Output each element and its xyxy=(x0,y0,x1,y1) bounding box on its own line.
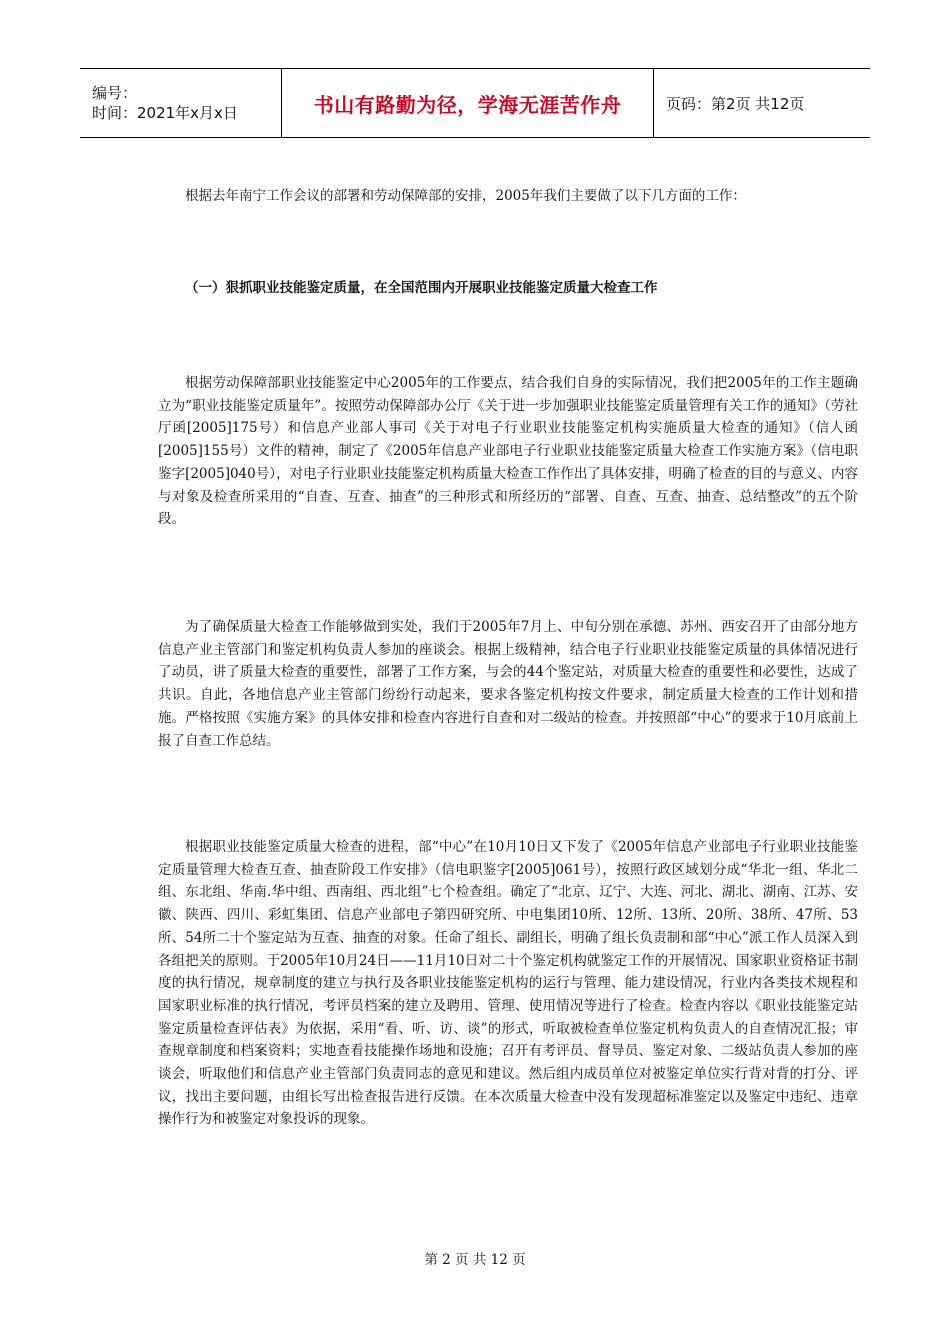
document-number-label: 编号： xyxy=(92,84,138,102)
motto-text: 书山有路勤为径，学海无涯苦作舟 xyxy=(313,92,622,117)
header-left-cell xyxy=(80,69,282,137)
body-paragraph: 根据劳动保障部职业技能鉴定中心2005年的工作要点，结合我们自身的实际情况，我们把2005年的工作主题确立为“职业技能鉴定质量年”。按照劳动保障部办公厅《关于进一步加强职业技能鉴定质量管理有关工作的通知》（劳社厅函[2005]175号）和信息产业部人事司《关于对电子行业职业技能鉴定机构实施质量大检查的通知》（信人函[2005]155号）文件的精神，制定了《2005年信息产业部电子行业职业技能鉴定质量大检查工作实施方案》（信电职鉴字[2005]040号），对电子行业职业技能鉴定机构质量大检查工作作出了具体安排，明确了检查的目的与意义、内容与对象及检查所采用的“自查、互查、抽查”的三种形式和所经历的“部署、自查、互查、抽查、总结整改”的五个阶段。 xyxy=(158,375,858,528)
document-time-label: 时间：2021年x月x日 xyxy=(92,104,238,122)
paragraph-block-1 xyxy=(158,372,858,531)
body-paragraph: 根据职业技能鉴定质量大检查的进程，部“中心”在10月10日又下发了《2005年信息产业部电子行业职业技能鉴定质量管理大检查互查、抽查阶段工作安排》（信电职鉴字[2005]061号），按照行政区域划分成“华北一组、华北二组、东北组、华南.华中组、西南组、西北组”七个检查组。确定了“北京、辽宁、大连、河北、湖北、湖南、江苏、安徽、陕西、四川、彩虹集团、信息产业部电子第四研究所、中电集团10所、12所、13所、20所、38所、47所、53所、54所二十个鉴定站为互查、抽查的对象。任命了组长、副组长，明确了组长负责制和部“中心”派工作人员深入到各组把关的原则。于2005年10月24日——11月10日对二十个鉴定机构就鉴定工作的开展情况、国家职业资格证书制度的执行情况，规章制度的建立与执行及各职业技能鉴定机构的运行与管理、能力建设情况，行业内各类技术规程和国家职业标准的执行情况，考评员档案的建立及聘用、管理、使用情况等进行了检查。检查内容以《职业技能鉴定站鉴定质量检查评估表》为依据，采用“看、听、访、谈”的形式，听取被检查单位鉴定机构负责人的自查情况汇报；审查规章制度和档案资料；实地查看技能操作场地和设施；召开有考评员、督导员、鉴定对象、二级站负责人参加的座谈会，听取他们和信息产业主管部门负责同志的意见和建议。然后组内成员单位对被鉴定单位实行背对背的打分、评议，找出主要问题，由组长写出检查报告进行反馈。在本次质量大检查中没有发现超标准鉴定以及鉴定中违纪、违章操作行为和被鉴定对象投诉的现象。 xyxy=(158,839,858,1128)
intro-block xyxy=(158,185,858,208)
intro-paragraph: 根据去年南宁工作会议的部署和劳动保障部的安排，2005年我们主要做了以下几方面的工作： xyxy=(185,188,746,204)
body-paragraph: 为了确保质量大检查工作能够做到实处，我们于2005年7月上、中旬分别在承德、苏州、西安召开了由部分地方信息产业主管部门和鉴定机构负责人参加的座谈会。根据上级精神，结合电子行业职业技能鉴定质量的具体情况进行了动员，讲了质量大检查的重要性，部署了工作方案，与会的44个鉴定站，对质量大检查的重要性和必要性，达成了共识。自此，各地信息产业主管部门纷纷行动起来，要求各鉴定机构按文件要求，制定质量大检查的工作计划和措施。严格按照《实施方案》的具体安排和检查内容进行自查和对二级站的检查。并按照部“中心”的要求于10月底前上报了自查工作总结。 xyxy=(158,619,858,749)
header-motto-cell xyxy=(282,69,654,137)
document-header xyxy=(80,68,870,138)
section-heading: （一）狠抓职业技能鉴定质量，在全国范围内开展职业技能鉴定质量大检查工作 xyxy=(185,280,658,296)
header-page-cell xyxy=(654,69,870,137)
header-page-label: 页码：第2页 共12页 xyxy=(666,94,805,113)
paragraph-block-3 xyxy=(158,836,858,1131)
page-footer: 第 2 页 共 12 页 xyxy=(424,1252,526,1268)
paragraph-block-2 xyxy=(158,616,858,752)
